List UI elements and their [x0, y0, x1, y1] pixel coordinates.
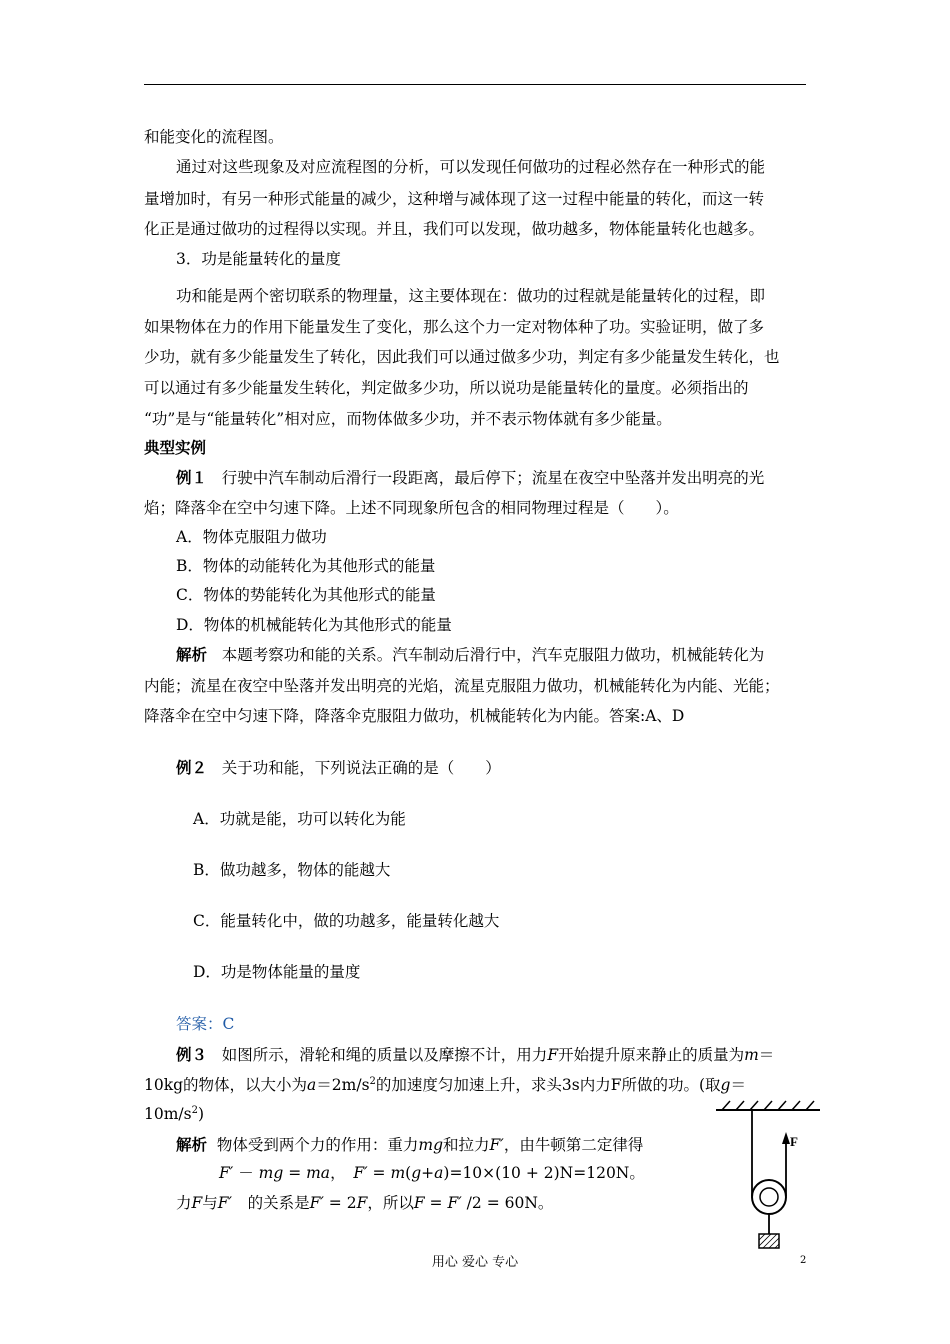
text-run: 开始提升原来静止的质量为 [558, 1046, 745, 1064]
var-run: F′ [489, 1136, 504, 1154]
var-run: F′ [217, 1194, 233, 1212]
paragraph-line: 通过对这些现象及对应流程图的分析，可以发现任何做功的过程必然存在一种形式的能 [176, 158, 766, 176]
header-rule [144, 84, 806, 85]
var-run: mg [418, 1136, 444, 1154]
example-2-option-a: A．功就是能，功可以转化为能 [193, 810, 406, 828]
var-run: F [547, 1046, 559, 1064]
example-3-question-cont [144, 1104, 204, 1124]
text-run: + [421, 1164, 435, 1182]
example-3-question-cont [144, 1075, 746, 1095]
superscript: 2 [191, 1104, 198, 1116]
text-run: = [424, 1194, 448, 1212]
example-1-option-b: B．物体的动能转化为其他形式的能量 [176, 557, 436, 575]
example-2-answer: 答案：C [176, 1015, 235, 1033]
paragraph-line: 如果物体在力的作用下能量发生了变化，那么这个力一定对物体种了功。实验证明，做了多 [144, 318, 765, 336]
text-run: ＝2m/s [316, 1076, 370, 1094]
example-2-option-d: D．功是物体能量的量度 [193, 963, 361, 981]
text-run: = 2 [323, 1194, 357, 1212]
analysis-label: 解析 [176, 645, 208, 664]
paragraph-line: 可以通过有多少能量发生转化，判定做多少功，所以说功是能量转化的量度。必须指出的 [144, 379, 749, 397]
example-3-analysis [176, 1135, 643, 1155]
example-2-option-b: B．做功越多，物体的能越大 [193, 861, 391, 879]
text-run: ，由牛顿第二定律得 [503, 1136, 644, 1154]
text-run: )=10×(10 + 2)N=120N。 [443, 1164, 645, 1182]
var-run: m [390, 1164, 406, 1182]
paragraph-line: 化正是通过做功的过程得以实现。并且，我们可以发现，做功越多，物体能量转化也越多。 [144, 220, 765, 238]
pulley-hub [760, 1188, 778, 1206]
text-run: 的关系是 [232, 1194, 310, 1212]
paragraph-line: “功”是与“能量转化”相对应，而物体做多少功，并不表示物体就有多少能量。 [144, 410, 672, 428]
paragraph-line: 量增加时，有另一种形式能量的减少，这种增与减体现了这一过程中能量的转化，而这一转 [144, 190, 765, 208]
var-run: g [411, 1164, 422, 1182]
equation-line [219, 1163, 645, 1183]
var-run: F′ [309, 1194, 324, 1212]
analysis-label: 解析 [176, 1135, 208, 1154]
text-run: 如图所示，滑轮和绳的质量以及摩擦不计，用力 [221, 1046, 548, 1064]
section-title: 3．功是能量转化的量度 [176, 250, 341, 268]
analysis-line: 内能；流星在夜空中坠落并发出明亮的光焰，流星克服阻力做功，机械能转化为内能、光能； [144, 677, 780, 695]
ceiling [716, 1101, 820, 1110]
var-run: F′ [219, 1164, 234, 1182]
example-1-analysis [176, 645, 764, 665]
var-run: F′ [447, 1194, 462, 1212]
text-run: 的加速度匀加速上升，求头3s内力F所做的功。(取 [375, 1076, 721, 1094]
example-1-option-d: D．物体的机械能转化为其他形式的能量 [176, 616, 452, 634]
example-1-text: 行驶中汽车制动后滑行一段距离，最后停下；流星在夜空中坠落并发出明亮的光 [221, 469, 765, 487]
var-run: ma [306, 1164, 331, 1182]
var-run: a [434, 1164, 444, 1182]
force-arrow-icon [782, 1132, 790, 1144]
var-run: mg [258, 1164, 284, 1182]
var-run: g [720, 1076, 731, 1094]
text-run: － [233, 1164, 259, 1182]
var-run: a [307, 1076, 317, 1094]
example-1-option-c: C．物体的势能转化为其他形式的能量 [176, 586, 436, 604]
page-number: 2 [800, 1255, 807, 1266]
text-run: ( [405, 1164, 412, 1182]
equation-line [176, 1193, 553, 1213]
text-run: /2 = 60N。 [461, 1194, 554, 1212]
example-2-option-c: C．能量转化中，做的功越多，能量转化越大 [193, 912, 500, 930]
typical-examples-heading: 典型实例 [144, 438, 207, 457]
example-2-question [176, 758, 501, 778]
example-2-label: 例２ [176, 758, 208, 777]
force-label: F [790, 1134, 798, 1149]
example-2-text: 关于功和能，下列说法正确的是（ ） [221, 759, 501, 777]
example-1-question-cont: 焰；降落伞在空中匀速下降。上述不同现象所包含的相同物理过程是（ ）。 [144, 499, 679, 517]
var-run: F [356, 1194, 368, 1212]
superscript: 2 [369, 1075, 376, 1087]
var-run: F′ [353, 1164, 368, 1182]
analysis-line: 降落伞在空中匀速下降，降落伞克服阻力做功，机械能转化为内能。答案:A、D [144, 707, 685, 725]
paragraph-line: 和能变化的流程图。 [144, 128, 284, 146]
text-run: 力 [176, 1194, 192, 1212]
text-run: 10kg的物体，以大小为 [144, 1076, 308, 1094]
footer-text: 用心 爱心 专心 [431, 1255, 519, 1270]
text-run: ) [197, 1105, 205, 1123]
paragraph-line: 功和能是两个密切联系的物理量，这主要体现在：做功的过程就是能量转化的过程，即 [176, 287, 766, 305]
text-run: ＝ [758, 1046, 775, 1064]
text-run: ＝ [730, 1076, 746, 1094]
text-run: 和拉力 [443, 1136, 490, 1154]
text-run: ， [330, 1164, 354, 1182]
text-run: 物体受到两个力的作用：重力 [216, 1136, 419, 1154]
var-run: m [744, 1046, 759, 1064]
example-1-option-a: A．物体克服阻力做功 [176, 528, 327, 546]
var-run: F [413, 1194, 425, 1212]
example-3-label: 例３ [176, 1045, 208, 1064]
text-run: = [367, 1164, 391, 1182]
example-1-question [176, 468, 764, 488]
example-1-label: 例１ [176, 468, 208, 487]
text-run: ，所以 [367, 1194, 414, 1212]
paragraph-line: 少功，就有多少能量发生了转化，因此我们可以通过做多少功，判定有多少能量发生转化，也 [144, 348, 780, 366]
text-run: 与 [202, 1194, 218, 1212]
analysis-text: 本题考察功和能的关系。汽车制动后滑行中，汽车克服阻力做功，机械能转化为 [221, 646, 765, 664]
text-run: = [283, 1164, 307, 1182]
var-run: F [191, 1194, 203, 1212]
text-run: 10m/s [144, 1105, 192, 1123]
pulley-diagram [716, 1098, 822, 1258]
example-3-question [176, 1045, 774, 1065]
